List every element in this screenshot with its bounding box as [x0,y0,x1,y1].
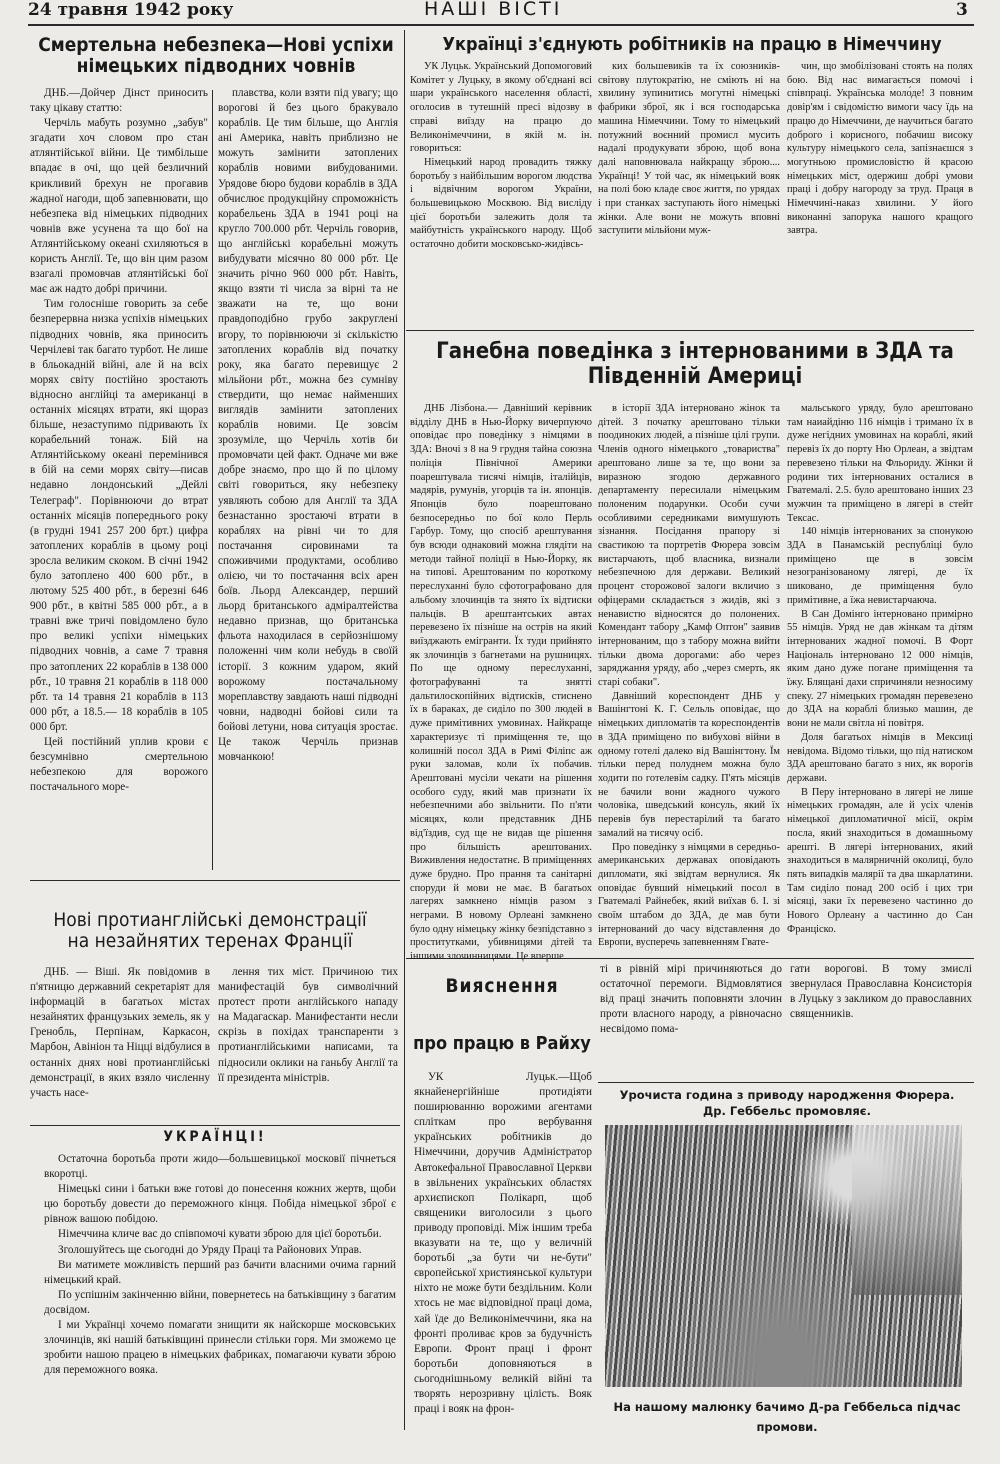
article-6-headline-line-2: про працю в Райху [413,1033,591,1054]
article-3-column-1 [410,402,592,963]
paragraph: лення тих міст. Причиною тих манифестацій був символічний протест проти англійського нападу на Мадагаскар. Манифестанти несли скрізь в похідах транспаренти з протианглійськими написами, та підносили оклики на ганьбу Англії та її президента міністрів. [218,966,398,1084]
article-divider [30,1125,400,1126]
paragraph: В Сан Домінго інтерновано примірно 55 німців. Уряд не дав жінкам та дітям інтернованих жадної помочі. В Форт Національ інтерновано 12 000 німців, яким дано дуже погане приміщення та їжу. Блящані дахи спричиняли незносиму спеку. 27 німецьких громадян перевезено до ЗДА на кораблі близько машин, де вони не мали світла ні повітря. [787,608,973,730]
paragraph: ті в рівній мірі причиняються до остаточної перемоги. Відмовлятися від праці значить поповняти злочин проти власного народу, а рівночасно несвідомо пома- [600,963,782,1036]
paragraph: УК Луцьк.—Щоб якнайенергійніше протидіяти поширюванню ворожими агентами спліткам про вербування українських робітників до Німеччини, доручив Адміністратор Автокефальної Православної Церкви в звільнених українських областях архиєпископ Полікарп, щоб священики виголосили з цього приводу проповіді. Між іншим треба вказувати на те, що у величній боротьбі „за бути чи не-бути" європейської християнської культури ніхто не може бути бездільним. Коли хтось не має відповідної праці дома, хай їде до Великонімеччини, яка на фронті проливає кров за будучність Европи. Фронт праці і фронт боротьби доповняються в сьогоднішньому великій війні та творять нерозривну цілість. Вояк праці і вояк на фрон- [414,1071,592,1416]
paragraph: ДНБ.—Дойчер Дінст приносить таку цікаву статтю: [30,87,208,115]
article-1-column-2 [218,86,398,866]
page-header [0,0,1000,26]
paragraph: Тим голосніше говорить за себе безперервна низка успіхів німецьких підводних човнів, яка приносить Черчілеві так багато турбот. Не лише в бльокадній війні, але й на всіх морях світу постійно зростають відносно англійці та американці в останніх місяцях втрати, які щораз більше, незаступимо підривають їх корабельний тонаж. Бій на Атлянтійському океані перемінився в бій на семи морях світу—писав недавно лондонський „Дейлі Телеграф". Порівнюючи до втрат останніх місяців попереднього року (в грудні 1941 257 200 брт.) цифра затоплених кораблів в цьому році зросла великим скоком. В січні 1942 було затоплено 400 600 рбт., в лютому 525 400 рбт., в березні 646 900 рбт., в квітні 585 000 рбт., а в травні вже тричі повідомлено було про великі успіхи німецьких підводних човнів, а саме 7 травня про затоплених 22 кораблів в 138 000 рбт., 10 травня 21 кораблів в 118 000 рбт. та 14 травня 21 кораблів в 113 000 рбт, а 18.5.— 18 кораблів в 105 000 брт. [30,298,208,733]
paragraph: ДНБ. — Віші. Як повідомив в п'ятницю державний секретаріят для інформацій в багатьох містах незайнятих французьких земель, як у Гренобль, Перпінам, Каркасон, Марбон, Авініон та Ніцці відбулися в останніх днях нові протианглійські демонстрації, в яких взяло численну участь насе- [30,966,210,1099]
article-2-column-2 [598,60,780,328]
paragraph: Про поведінку з німцями в середньо-американських державах оповідають дипломати, які звідтам вернулися. Як оповідає бувший німецький посол в Гватемалі Райнебек, який виїхав 6. I. зі своїм штабом до ЗДА, де мав бути інтернований до часу відставлення до Европи, вусперечь запевненням Гвате- [598,841,780,949]
column-divider [404,30,405,1430]
paragraph: Цей постійний уплив крови є безсумнівно смертельною небезпекою для ворожого постачального море- [30,736,208,794]
article-4-headline: Нові протианглійські демонстрації на незайнятих теренах Франції [53,909,367,953]
paragraph: чин, що змобілізовані стоять на полях бою. Від нас вимагається помочі і співпраці. Українська моло́де! З повним довір'ям і свідомістю вимоги часу їдь на працю до Німеччини, де научиться багато доброго і корисного, побачиш високу культуру німецького села, запізнаєшся з могутньою промисловістю й красою німецьких міст, одержиш добрі умови праці і добру нагороду за труд. Праця в Німеччині-наказ хвилини. У його виконанні запорука нашого кращого завтра. [787,61,973,237]
paragraph: Остаточна боротьба проти жидо—большевицької московії пічнеться вкоротці. [44,1153,396,1181]
photo-caption-top-line-1: Урочиста година з приводу народження Фюрера. [619,1088,955,1102]
paragraph: Зголошуйтесь ще сьогодні до Уряду Праці та Районових Управ. [58,1243,362,1256]
article-6-column-2 [600,962,782,1080]
article-1-column-1 [30,86,208,876]
paragraph: Німеччина кличе вас до співпомочі кувати зброю для цієї боротьби. [58,1228,382,1241]
paragraph: УК Луцьк. Український Допомоговий Комітет у Луцьку, в якому об'єднані всі шари українського населення області, оголосив в тутешній пресі відозву в справі виїзду на працю до Великонімеччини, в якій м. ін. говориться: [410,61,592,155]
paragraph: Ви матимете можливість перший раз бачити власними очима гарний німецький край. [44,1258,396,1286]
page-number: 3 [956,0,968,20]
paragraph: ких большевиків та їх союзників-світову плутократію, не сміють ні на хвилину зупинитись могутні німецькі фабрики зброї, як і вся господарська машина Німеччини. Тому то німецький пoтyжний воєнний промисл мусить надалі продукувати зброю, щоб вона далі наповнювала найкращу зброю.... Українці! У той час, як німецький вояк на полі бою кладе своє життя, по урядах і при станках заступають його німецькі жінки. Але вони не можуть вповні заступити мільйони муж- [598,61,780,237]
article-3-headline: Ганебна поведінка з інтернованими в ЗДА та Південній Америці [436,339,954,389]
article-4-column-1 [30,965,210,1120]
paragraph: мальського уряду, було арештовано там наиайдіню 116 німців і тримано їх в дуже негідних умовинах на кораблі, який перевіз їх до порту Ню Орлеан, а звідтам перевезено тільки на Фльориду. Жінки й родини тих інтернованих осталися в Гватемалі. 2.5. було арештовано інших 23 мужчин та приміщено в лягері в стейт Тексас. [787,403,973,524]
article-divider [30,880,400,881]
article-6-column-3 [790,962,972,1080]
photo-caption-bottom-line-1: На нашому малюнку бачимо Д-ра Геббельса підчас [613,1400,961,1414]
article-divider [406,330,974,331]
issue-date: 24 травня 1942 року [28,0,234,20]
paragraph: в історії ЗДА інтерновано жінок та дітей. З початку арештовано тільки поодиноких людей, а пізніше цілі групи. Членів одного німецького „товариства" арештовано лише за те, що вони за виразною згодою державного департаменту пересилали німецьким полоненим подарунки. Особи сучи особливими середниками вимушують зізнання. Посідання прапору зі свастикою та портретів Фюрера зовсім вистарчають, щоб власника, визнали небезпечною для держави. Великий процент сторожової залоги вкличио з офіцерами складається з жидів, які з ненавистю відносятся до полонених. Комендант табору „Камф Оптон" заявив інтернованим, що з табору можна вийти тільки двома дорогами: або через заряджання уряду, або „через смерть, як старі собаки". [598,403,780,689]
article-2-column-1 [410,60,592,328]
newspaper-name: НАШІ ВІСТІ [424,0,563,20]
article-6-column-1 [414,1070,592,1455]
photo-stage-area [852,1125,962,1295]
paragraph: Давніший кореспондент ДНБ у Вашінгтоні К. Г. Сельль оповідає, що німецьких дипломатів та кореспондентів в ЗДА приміщено по вибухові війни в одному готелі далеко від Вашінгтону. Їм тільки перед полуднем можна було ходити по готелевім садку. П'ять місяців не бачили вони жадного чужого чоловіка, шведський консуль, який їх перевів був перестарілий та багато замалий на тисячу осіб. [598,690,780,839]
paragraph: В Перу інтерновано в лягері не лише німецьких громадян, але й усіх членів німецької дипломатичної місії, окрім посла, який знаходиться в домашньому арешті. В лягері інтернованих, який знаходиться в малярничній околиці, було пять випадків малярії та два шкарлатини. Там сидiло понад 200 осіб і цих три місяці, заки їх перевезено частинно до Нового Орлеану а частинно до Сан Франціско. [787,786,973,935]
paragraph: По успішнім закінченню війни, повернетесь на батьківщину з багатим досвідом. [44,1288,396,1316]
article-1-headline: Смертельна небезпека—Нові успіхи німецьких підводних човнів [38,34,394,78]
article-2-column-3 [787,60,973,328]
paragraph: ДНБ Лізбона.— Давніший керівник відділу ДНБ в Нью-Йорку вичерпуючо оповідає про поведінку з німцями в ЗДА: Вночі з 8 на 9 грудня тайна союзна поліція Північної Америки поарештувала тисячі німців, італійців, мадярів, румунів, угорців та ін. японців. Японців було поарештовано безпосередньо по бої коло Перль Гарбур. Тому, що спосіб арештування був всюди однаковий можна глядіти на методи тайної поліції в Нью-Йорку, як на типові. Арештованим по короткому переслуханні було сфотографовано для альбому злочинців та знято їх відтиски пальців. В арештантських автах перевезено їх пізніше на острів на який виїзджають емігранти. Їх туди прийнято як злочинців з багнетами на рушницях. По ще одному переслуханні, фотографуванні та знятті дальтилоскопійних відтисків, стиснено їх в бараках, де сиділо по 300 людей в дуже примітивних умовинах. Найкраще характеризує ті приміщення те, що колишній посол ЗДА в Римі Філіпс аж руки заломав, коли їх побачив. Арештовані мусіли чекати на рішення особого суду, який мав признати їх небезпечними або звільнити. По п'яти місяцях, коли представник ДНБ від'їздив, суд ще не видав ще рішення про більшість арештованих. Виживлення недостатнє. В приміщеннях дуже брудно. Про прання та санітарні споруди й мови не має. В багатьох лагерях замкнено німців разом з неграми. В новому Орлеані замкнено було одну німецьку жінку безпідставно з проститутками, убивницями дітей та іншими злочинницями. Це вперше [410,403,592,963]
photo-caption-bottom-line-2: промови. [756,1420,818,1434]
article-divider [598,1082,974,1083]
article-2-headline: Українці з'єднують робітників на працю в Німеччину [442,34,942,55]
article-3-column-2 [598,402,780,954]
paragraph: 140 німців інтернованих за спонукою ЗДА в Панамській республіці було приміщено ще в зовсім незогранізованому лягері, де їх шиковано, де приміщення було примітивне, а їжа невистарчаюча. [787,526,973,606]
article-5-body [44,1152,396,1452]
article-3-column-3 [787,402,973,954]
article-5-headline: УКРАЇНЦІ! [163,1129,267,1145]
goebbels-speech-photo [605,1125,962,1387]
paragraph: Німецькі сини і батьки вже готові до понесення кожних жертв, щоби цю боротьбу довести до переможного кінця. Побіда німецької зброї є рівнож вашою побідою. [44,1183,396,1226]
paragraph: Німецький народ провадить тяжку боротьбу з найбільшим ворогом людства і відвічним ворогом України, большевицькою Москвою. Від вислідy цієї боротьби залежить доля та майбутність українського народу. Щоб остаточно добити московсько-жидівсь- [410,156,592,251]
paragraph: гати ворогові. В тому змислі звернулася Православна Консисторія в Луцьку з закликом до православних священників. [790,963,972,1021]
paragraph: Черчіль мабуть розумно „забув" згадати хоч словом про стан атлянтійської війни. Це тимбільше впадає в очі, що цей безличний крикливий брехун не прогавив жадної нагоди, щоб запевнювати, що небезпека від німецьких підводних човнів вже усунена та що бої на Атлянтійському океані схиляються в користь Англії. Те, що він цим разом взагалі промовчав атлянтійські бої має аж надто добрі причини. [30,117,208,296]
article-6-headline-line-1: Вияснення [445,975,559,997]
paragraph: І ми Українці хочемо помагати знищити як найскорше московських злочинців, які нашій батьківщині принесли стільки горя. Ми зможемо це зробити нашою працею в німецьких фабриках, помагаючи кувати зброю для переможного вояка. [44,1319,396,1377]
column-divider [212,90,213,870]
paragraph: плавства, коли взяти під увагу; що ворогові й без цього бракувало кораблів. Це тим більше, що Англія ані Америка, навіть приблизно не можуть замінити затоплених кораблів новими вибудованими. Урядове бюро будови кораблів в ЗДА обчислює продукційну спроможність корабельень ЗДА в 1941 році на круглo 700.000 рбт. Черчіль говорив, що англійські корабельні можуть вибудувати місячно 80 000 рбт. Це значить річно 960 000 рбт. Навіть, якщо взяти ті числа за вірні та не зважати на те, що вони правдоподібно грубо закруглені вгору, то порівнюючи зі скількістю затоплених кораблів від початку року, яка багато перевищує 2 мільйони рбт., можна без сумніву ствердити, що немає найменших виглядів замінити затоплених кораблів новими. Це зовсім зрозуміле, що Черчіль хотів би промовчати цей факт. Одначе ми вже добре знаємо, про що й по цілому світі говориться, яку небезпеку уявляють собою для Англії та ЗДА безнастанно зростаючі втрати в кораблях на рівні чи то для постачання сировинами та споживчими продуктами, особливо олією, чи то постачання всіх арен боїв. Льорд Александер, перший льорд британського адміралтейства недавно признав, що британська фльота находилася в серйознішому положенні чим коли небудь в своїй історії. З кожним ударом, який ворожому постачальному мореплавству завдають наші підводні човни, надводні бойові сили та бойові летуни, нова ситуація зростає. Це також Черчіль признав мовчанкою! [218,87,398,764]
header-rule [28,24,974,26]
paragraph: Доля багатьох німців в Мексиці невідома. Відомо тільки, що під натиском ЗДА арештовано багато з них, як ворогів держави. [787,731,973,784]
article-4-column-2 [218,965,398,1120]
photo-caption-top-line-2: Др. Геббельс промовляє. [703,1104,871,1118]
